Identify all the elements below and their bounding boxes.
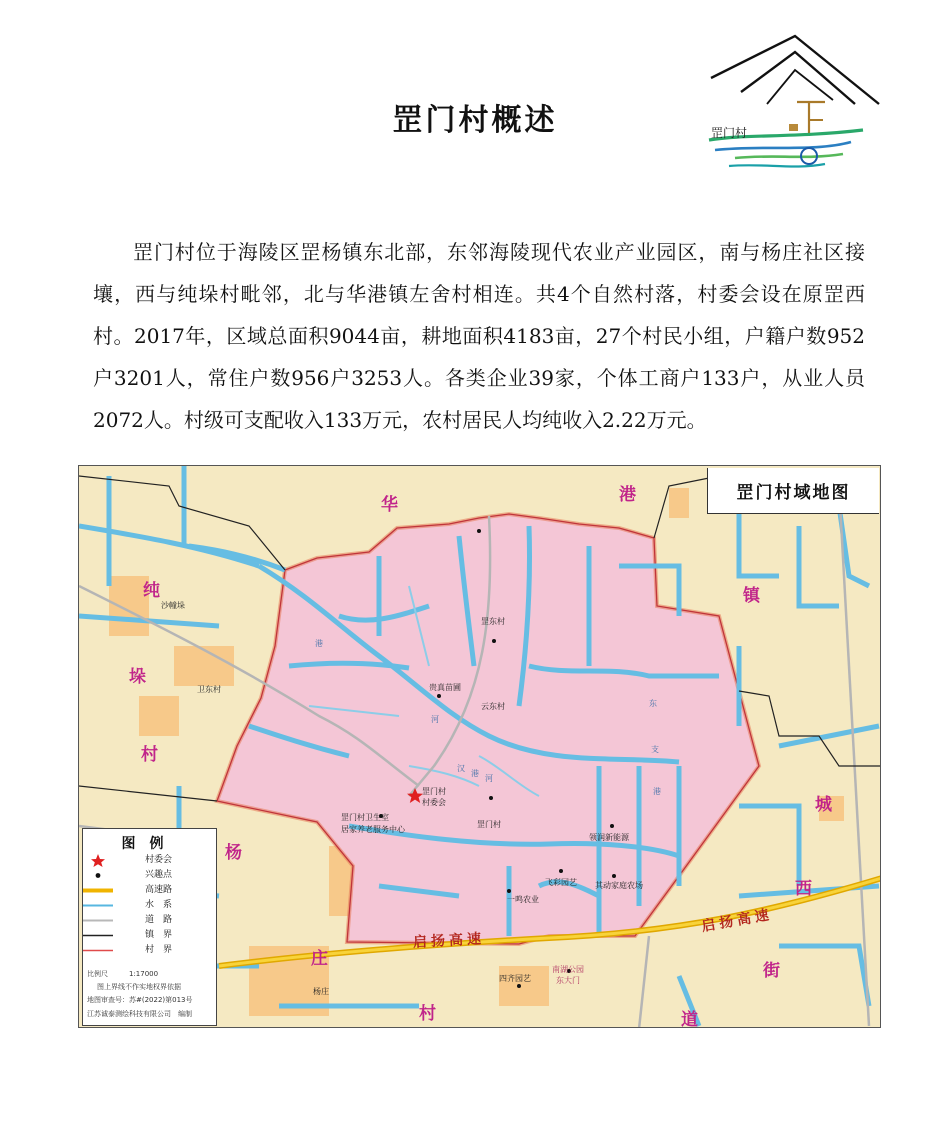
place-clinic: 罡门村卫生室 — [341, 813, 389, 822]
legend-town-boundary-icon — [83, 928, 113, 943]
region-jie: 街 — [763, 961, 780, 981]
place-yiming: 一鸣农业 — [507, 895, 539, 904]
place-park-2: 东大门 — [556, 976, 580, 985]
region-yang: 杨 — [225, 843, 242, 863]
place-weidong: 卫东村 — [197, 685, 221, 694]
logo-text: 罡门村 — [711, 126, 748, 140]
place-shayaduo: 沙幢垛 — [161, 601, 185, 610]
intro-paragraph: 罡门村位于海陵区罡杨镇东北部，东邻海陵现代农业产业园区，南与杨庄社区接壤，西与纯垛村毗邻，北与华港镇左舍村相连。共4个自然村落，村委会设在原罡西村。2017年，区域总面积9044亩，耕地面积4183亩，27个村民小组，户籍户数952户3201人，常住户数956户3253人。各类企业39家，个体工商户133户，从业人员2072人。村级可支配收入133万元，农村居民人均纯收入2.22万元。 — [93, 240, 865, 432]
water-label-2: 河 — [431, 715, 439, 724]
place-guizhen: 贵真苗圃 — [429, 683, 461, 692]
legend-scale: 比例尺 1:17000 — [87, 970, 159, 978]
place-committee-1: 罡门村 — [422, 787, 446, 796]
expressway-label-right: 启扬高速 — [700, 906, 775, 936]
water-label-1: 港 — [315, 639, 323, 648]
legend-item-village-boundary: 村 界 — [83, 943, 216, 958]
legend-item-poi: 兴趣点 — [83, 868, 216, 883]
village-logo — [705, 30, 885, 182]
place-gangmen: 罡门村 — [477, 820, 501, 829]
legend-item-town-boundary: 镇 界 — [83, 928, 216, 943]
place-park-1: 南湖公园 — [552, 965, 584, 974]
legend-star-icon — [83, 853, 113, 868]
legend-title: 图例 — [121, 836, 178, 852]
place-yundong: 云东村 — [481, 702, 505, 711]
place-feiyan: 飞彩园艺 — [545, 878, 577, 887]
legend-road-icon — [83, 913, 113, 928]
place-gangdong: 罡东村 — [481, 617, 505, 626]
legend-item-road: 道 路 — [83, 913, 216, 928]
region-cun1: 村 — [141, 745, 158, 765]
water-label-3: 汉 — [457, 764, 465, 773]
map-legend — [82, 828, 217, 1026]
place-lingrun: 领润新能源 — [589, 833, 629, 842]
place-siqi: 四齐园艺 — [499, 974, 531, 983]
region-dao: 道 — [681, 1010, 698, 1028]
legend-dot-icon — [83, 868, 113, 883]
region-cheng: 城 — [815, 795, 832, 815]
region-gang: 港 — [619, 485, 636, 505]
region-xi: 西 — [795, 879, 812, 899]
water-label-8: 港 — [653, 787, 661, 796]
water-label-7: 支 — [651, 745, 659, 754]
region-zhen: 镇 — [743, 586, 760, 606]
expressway-label-left: 启扬高速 — [412, 931, 486, 951]
place-elderly: 居家养老服务中心 — [341, 825, 405, 834]
legend-approval: 地图审查号：苏#(2022)第013号 — [87, 996, 193, 1004]
region-hua: 华 — [381, 495, 398, 515]
legend-expressway-icon — [83, 883, 113, 898]
water-label-6: 东 — [649, 699, 657, 708]
page-title: 罡门村概述 — [392, 103, 558, 138]
place-qidong: 其动家庭农场 — [595, 881, 643, 890]
place-yangzhuang: 杨庄 — [313, 987, 329, 996]
legend-item-expressway: 高速路 — [83, 883, 216, 898]
region-cun2: 村 — [419, 1004, 436, 1024]
village-map — [78, 465, 881, 1028]
legend-village-boundary-icon — [83, 943, 113, 958]
water-label-4: 港 — [471, 769, 479, 778]
legend-item-water: 水 系 — [83, 898, 216, 913]
water-label-5: 河 — [485, 774, 493, 783]
legend-water-icon — [83, 898, 113, 913]
legend-note: 图上界线不作实地权界依据 — [97, 983, 181, 991]
map-title: 罡门村域地图 — [707, 468, 879, 514]
place-committee-2: 村委会 — [422, 798, 446, 807]
legend-item-village-committee: 村委会 — [83, 853, 216, 868]
legend-credit: 江苏诚泰测绘科技有限公司 编制 — [87, 1010, 192, 1018]
region-zhuang: 庄 — [311, 949, 328, 969]
region-chun: 纯 — [143, 581, 160, 601]
region-duo: 垛 — [129, 667, 146, 687]
